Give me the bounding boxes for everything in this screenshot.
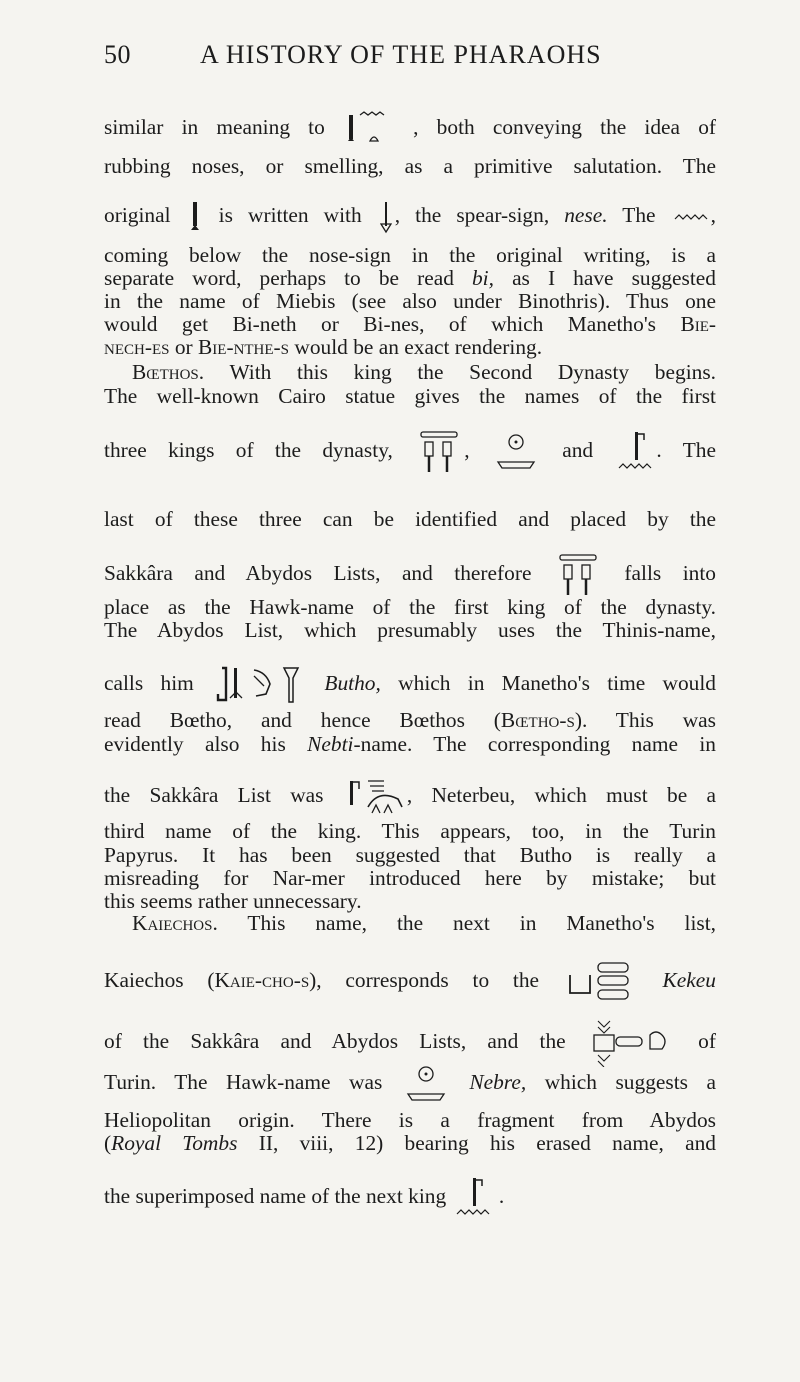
- text-line: Turin. The Hawk-name was Nebre, which suggests a: [104, 1064, 716, 1104]
- text-line: would get Bi-neth or Bi-nes, of which Manetho's Bie-: [104, 312, 716, 336]
- text-line: of the Sakkâra and Abydos Lists, and the of: [104, 1019, 716, 1067]
- text-line: Heliopolitan origin. There is a fragment from Abydos: [104, 1108, 716, 1132]
- kekeu-cartouche-icon: [566, 959, 636, 1005]
- text-line: Bœthos. With this king the Second Dynasty begins.: [132, 360, 717, 384]
- neter-flag-icon: [617, 430, 653, 474]
- water-ripple-icon: [674, 212, 708, 222]
- text-line: place as the Hawk-name of the first king of the dynasty.: [104, 595, 716, 619]
- page-number: 50: [104, 40, 131, 69]
- text-line: three kings of the dynasty, , and . The: [104, 430, 716, 474]
- text-line: Kaiechos. This name, the next in Manetho's list,: [132, 911, 716, 935]
- text-line: nech-es or Bie-nthe-s would be an exact rendering.: [104, 335, 543, 359]
- running-title: A HISTORY OF THE PHARAOHS: [200, 40, 602, 69]
- text-line: the Sakkâra List was , Neterbeu, which must be a: [104, 777, 716, 817]
- text-line: third name of the king. This appears, too, in the Turin: [104, 819, 716, 843]
- text-line: The well-known Cairo statue gives the names of the first: [104, 384, 716, 408]
- text-line: similar in meaning to , both conveying the idea of: [104, 111, 716, 147]
- hawk-name-glyph-icon: [556, 553, 600, 597]
- text-line: read Bœtho, and hence Bœthos (Bœtho-s). This was: [104, 708, 716, 732]
- text-line: original is written with , the spear-sign, nese. The ,: [104, 200, 716, 234]
- text-line: Kaiechos (Kaie-cho-s), corresponds to the Kekeu: [104, 959, 716, 1005]
- text-line: this seems rather unnecessary.: [104, 889, 362, 913]
- butho-name-glyph-icon: [214, 664, 304, 706]
- text-line: The Abydos List, which presumably uses the Thinis-name,: [104, 618, 716, 642]
- text-line: coming below the nose-sign in the original writing, is a: [104, 243, 716, 267]
- text-line: last of these three can be identified and placed by the: [104, 507, 716, 531]
- text-line: in the name of Miebis (see also under Binothris). Thus one: [104, 289, 716, 313]
- text-line: separate word, perhaps to be read bi, as I have suggested: [104, 266, 716, 290]
- nebre-glyph-icon: [404, 1064, 448, 1104]
- neterbeu-glyph-icon: [346, 777, 404, 817]
- text-line: Papyrus. It has been suggested that Butho is really a: [104, 843, 716, 867]
- text-line: evidently also his Nebti-name. The corresponding name in: [104, 732, 716, 756]
- text-line: (Royal Tombs II, viii, 12) bearing his erased name, and: [104, 1131, 716, 1155]
- neter-flag-icon: [455, 1176, 491, 1220]
- sun-disc-icon: [494, 432, 538, 472]
- text-line: misreading for Nar-mer introduced here by mistake; but: [104, 866, 716, 890]
- nose-sign-icon: [346, 111, 392, 147]
- text-line: calls him Butho, which in Manetho's time would: [104, 664, 716, 706]
- text-line: Sakkâra and Abydos Lists, and therefore falls into: [104, 553, 716, 597]
- hawk-name-glyph-icon: [417, 430, 461, 474]
- nose-sign-icon: [189, 200, 201, 234]
- text-line: rubbing noses, or smelling, as a primitive salutation. The: [104, 154, 716, 178]
- text-line: the superimposed name of the next king .: [104, 1176, 716, 1220]
- turin-name-glyph-icon: [590, 1019, 674, 1067]
- spear-sign-icon: [380, 200, 392, 234]
